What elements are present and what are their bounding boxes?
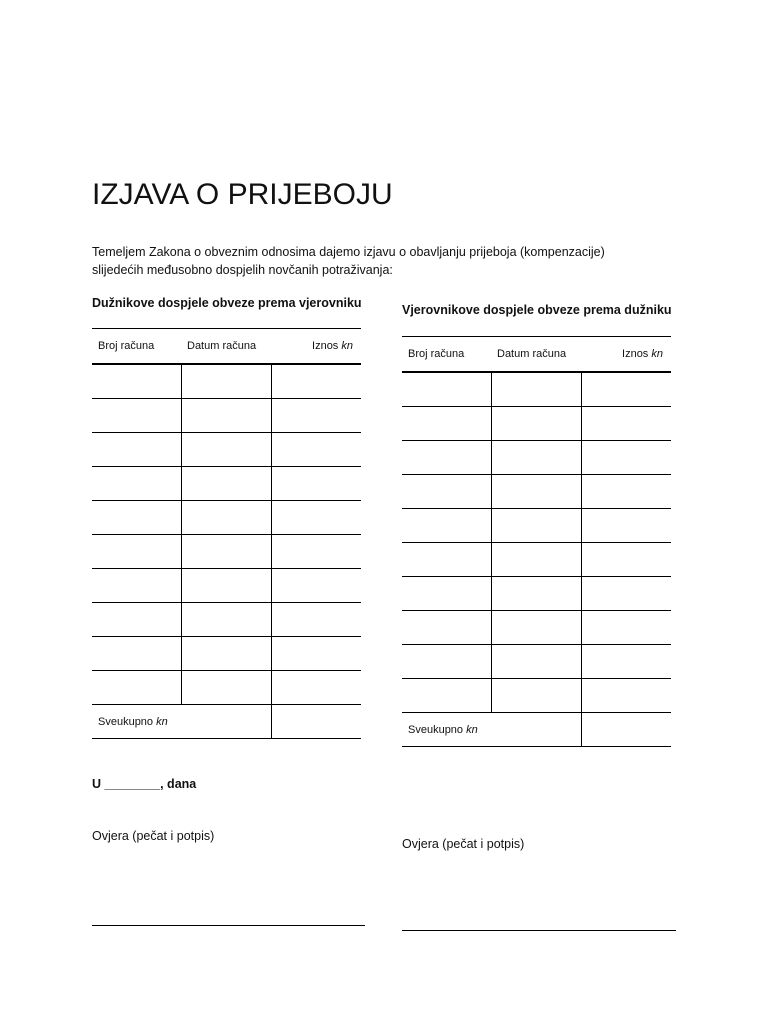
table-row xyxy=(92,603,361,637)
invoice-date-cell[interactable] xyxy=(491,407,581,441)
total-label: Sveukupno xyxy=(408,723,464,736)
table-header-row xyxy=(402,337,671,373)
amount-cell[interactable] xyxy=(271,569,361,603)
currency-unit: kn xyxy=(651,348,663,360)
invoice-number-cell[interactable] xyxy=(92,467,181,501)
invoice-date-cell[interactable] xyxy=(491,475,581,509)
invoice-number-cell[interactable] xyxy=(92,364,181,399)
table-header-row xyxy=(92,329,361,365)
invoice-date-cell[interactable] xyxy=(181,569,271,603)
invoice-number-cell[interactable] xyxy=(92,501,181,535)
invoice-date-cell[interactable] xyxy=(491,509,581,543)
right-signature-line[interactable] xyxy=(402,930,676,931)
invoice-date-cell[interactable] xyxy=(181,467,271,501)
table-row xyxy=(402,577,671,611)
invoice-number-cell[interactable] xyxy=(92,603,181,637)
table-row xyxy=(92,467,361,501)
amount-cell[interactable] xyxy=(581,441,671,475)
invoice-number-cell[interactable] xyxy=(402,679,491,713)
amount-cell[interactable] xyxy=(271,467,361,501)
invoice-date-cell[interactable] xyxy=(181,637,271,671)
amount-cell[interactable] xyxy=(271,671,361,705)
invoice-date-cell[interactable] xyxy=(491,441,581,475)
column-header-invoice-date: Datum računa xyxy=(491,337,581,373)
invoice-number-cell[interactable] xyxy=(92,399,181,433)
amount-cell[interactable] xyxy=(271,364,361,399)
invoice-number-cell[interactable] xyxy=(402,509,491,543)
invoice-date-cell[interactable] xyxy=(491,611,581,645)
left-signature-line[interactable] xyxy=(92,925,365,926)
currency-unit: kn xyxy=(341,340,353,352)
invoice-date-cell[interactable] xyxy=(181,433,271,467)
column-header-invoice-number: Broj računa xyxy=(402,337,491,373)
amount-cell[interactable] xyxy=(581,407,671,441)
total-row xyxy=(402,713,671,747)
table-row xyxy=(92,671,361,705)
invoice-date-cell[interactable] xyxy=(181,399,271,433)
amount-cell[interactable] xyxy=(581,611,671,645)
intro-line-1: Temeljem Zakona o obveznim odnosima dajemo izjavu o obavljanju prijeboja (kompenzacije) xyxy=(92,245,605,259)
table-row xyxy=(402,679,671,713)
table-row xyxy=(402,611,671,645)
column-header-amount xyxy=(581,337,671,373)
invoice-number-cell[interactable] xyxy=(402,475,491,509)
total-row xyxy=(92,705,361,739)
amount-cell[interactable] xyxy=(581,509,671,543)
invoice-number-cell[interactable] xyxy=(92,671,181,705)
invoice-number-cell[interactable] xyxy=(92,433,181,467)
document-title: IZJAVA O PRIJEBOJU xyxy=(92,178,393,211)
intro-paragraph xyxy=(92,243,672,279)
amount-cell[interactable] xyxy=(581,645,671,679)
table-row xyxy=(402,475,671,509)
invoice-date-cell[interactable] xyxy=(181,535,271,569)
amount-cell[interactable] xyxy=(271,603,361,637)
invoice-number-cell[interactable] xyxy=(402,441,491,475)
invoice-date-cell[interactable] xyxy=(181,364,271,399)
right-signature-label: Ovjera (pečat i potpis) xyxy=(402,837,525,851)
table-row xyxy=(402,509,671,543)
total-label-cell xyxy=(92,705,271,739)
invoice-date-cell[interactable] xyxy=(491,372,581,407)
left-signature-label: Ovjera (pečat i potpis) xyxy=(92,829,215,843)
invoice-date-cell[interactable] xyxy=(181,501,271,535)
creditor-obligations-table xyxy=(402,336,671,747)
currency-unit: kn xyxy=(156,715,168,728)
invoice-number-cell[interactable] xyxy=(92,637,181,671)
amount-cell[interactable] xyxy=(271,399,361,433)
amount-label: Iznos xyxy=(312,340,339,352)
table-row xyxy=(92,569,361,603)
amount-cell[interactable] xyxy=(581,372,671,407)
table-row xyxy=(92,433,361,467)
amount-cell[interactable] xyxy=(581,577,671,611)
invoice-number-cell[interactable] xyxy=(402,577,491,611)
table-row xyxy=(92,501,361,535)
amount-cell[interactable] xyxy=(271,501,361,535)
total-amount-field[interactable] xyxy=(581,713,671,747)
amount-cell[interactable] xyxy=(581,679,671,713)
invoice-date-cell[interactable] xyxy=(181,671,271,705)
column-header-amount xyxy=(271,329,361,365)
invoice-date-cell[interactable] xyxy=(491,645,581,679)
table-row xyxy=(92,535,361,569)
invoice-number-cell[interactable] xyxy=(402,372,491,407)
column-header-invoice-date: Datum računa xyxy=(181,329,271,365)
table-row xyxy=(402,543,671,577)
table-row xyxy=(402,645,671,679)
amount-cell[interactable] xyxy=(271,637,361,671)
invoice-date-cell[interactable] xyxy=(491,577,581,611)
table-row xyxy=(92,364,361,399)
invoice-number-cell[interactable] xyxy=(402,407,491,441)
invoice-number-cell[interactable] xyxy=(402,645,491,679)
left-table-heading: Dužnikove dospjele obveze prema vjerovniku xyxy=(92,296,362,310)
amount-cell[interactable] xyxy=(581,475,671,509)
invoice-number-cell[interactable] xyxy=(92,535,181,569)
place-date-line: U ________, dana xyxy=(92,777,197,791)
invoice-date-cell[interactable] xyxy=(491,543,581,577)
table-row xyxy=(402,441,671,475)
invoice-number-cell[interactable] xyxy=(92,569,181,603)
right-table-heading: Vjerovnikove dospjele obveze prema dužniku xyxy=(402,303,672,317)
intro-line-2: slijedećih međusobno dospjelih novčanih potraživanja: xyxy=(92,263,393,277)
table-row xyxy=(402,407,671,441)
total-label-cell xyxy=(402,713,581,747)
amount-cell[interactable] xyxy=(581,543,671,577)
invoice-number-cell[interactable] xyxy=(402,543,491,577)
table-row xyxy=(402,372,671,407)
amount-cell[interactable] xyxy=(271,433,361,467)
amount-label: Iznos xyxy=(622,348,649,360)
table-row xyxy=(92,399,361,433)
column-header-invoice-number: Broj računa xyxy=(92,329,181,365)
invoice-date-cell[interactable] xyxy=(181,603,271,637)
total-label: Sveukupno xyxy=(98,715,154,728)
amount-cell[interactable] xyxy=(271,535,361,569)
debtor-obligations-table xyxy=(92,328,361,739)
table-row xyxy=(92,637,361,671)
currency-unit: kn xyxy=(466,723,478,736)
invoice-number-cell[interactable] xyxy=(402,611,491,645)
total-amount-field[interactable] xyxy=(271,705,361,739)
invoice-date-cell[interactable] xyxy=(491,679,581,713)
